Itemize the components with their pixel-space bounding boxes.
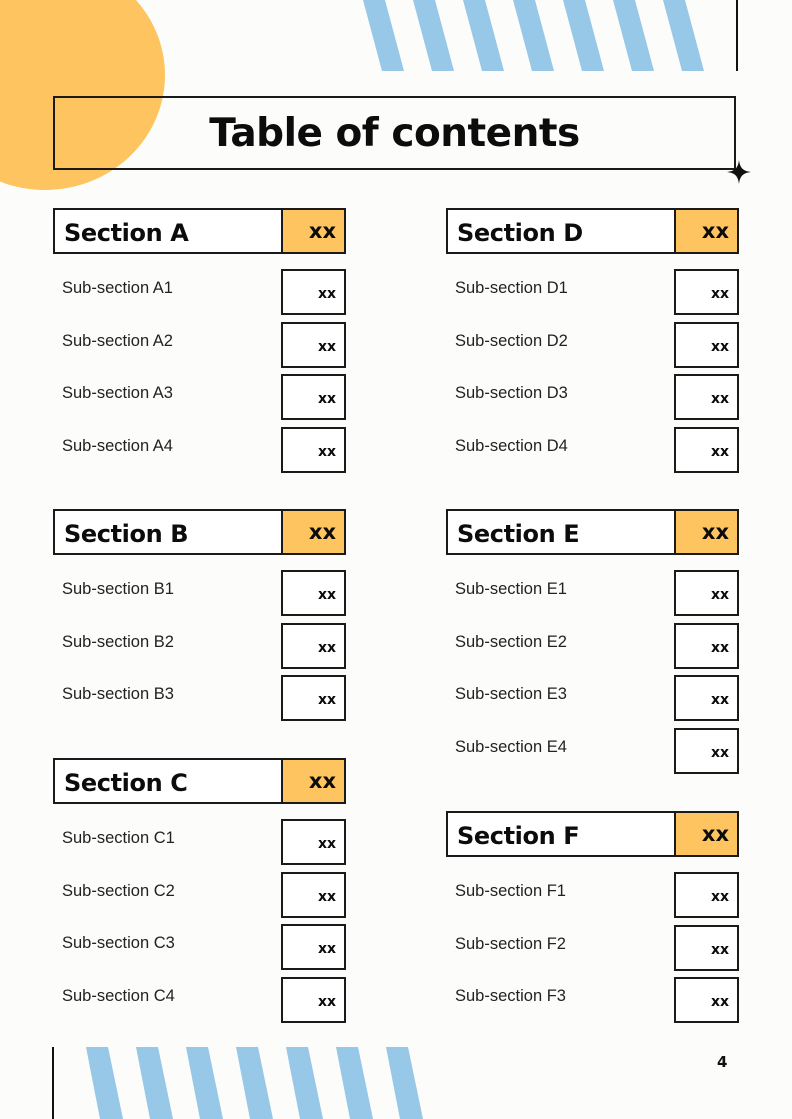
section-page-number: xx [281, 210, 344, 252]
subsection-label: Sub-section F3 [455, 987, 566, 1005]
subsection-row[interactable] [446, 925, 739, 971]
subsection-page-number: xx [674, 872, 739, 918]
page-title: Table of contents [209, 110, 580, 156]
section-page-number: xx [281, 760, 344, 802]
subsection-label: Sub-section D3 [455, 384, 568, 402]
subsection-row[interactable] [446, 977, 739, 1023]
subsection-page-number: xx [674, 427, 739, 473]
subsection-page-number: xx [281, 872, 346, 918]
section-header[interactable] [53, 509, 346, 555]
bottom-left-vertical-rule [52, 1047, 54, 1119]
subsection-label: Sub-section A3 [62, 384, 173, 402]
subsection-label: Sub-section D4 [455, 436, 568, 455]
subsection-label: Sub-section D1 [455, 279, 568, 297]
subsection-label: Sub-section B3 [62, 685, 174, 703]
subsection-page-number: xx [281, 675, 346, 721]
subsection-label: Sub-section E4 [455, 737, 567, 756]
subsection-row[interactable] [53, 374, 346, 420]
section-header[interactable] [446, 811, 739, 857]
section-title: Section E [457, 519, 580, 548]
subsection-row[interactable] [446, 322, 739, 368]
subsection-label: Sub-section F2 [455, 934, 566, 953]
subsection-page-number: xx [674, 977, 739, 1023]
subsection-label: Sub-section E2 [455, 632, 567, 651]
subsection-page-number: xx [281, 570, 346, 616]
section-d [446, 208, 739, 479]
subsection-label: Sub-section C2 [62, 881, 175, 900]
subsection-page-number: xx [281, 427, 346, 473]
section-header[interactable] [446, 509, 739, 555]
subsection-row[interactable] [53, 623, 346, 669]
subsection-label: Sub-section F1 [455, 882, 566, 900]
subsection-row[interactable] [53, 924, 346, 970]
subsection-row[interactable] [53, 269, 346, 315]
top-right-vertical-rule [736, 0, 738, 71]
section-header[interactable] [446, 208, 739, 254]
section-title: Section C [64, 768, 188, 797]
subsection-row[interactable] [446, 427, 739, 473]
section-page-number: xx [674, 813, 737, 855]
section-page-number: xx [674, 511, 737, 553]
subsection-page-number: xx [674, 925, 739, 971]
section-c [53, 758, 346, 1029]
subsection-page-number: xx [674, 374, 739, 420]
subsection-label: Sub-section B2 [62, 632, 174, 651]
section-page-number: xx [281, 511, 344, 553]
subsection-row[interactable] [446, 374, 739, 420]
subsection-row[interactable] [53, 570, 346, 616]
subsection-page-number: xx [674, 623, 739, 669]
subsection-page-number: xx [674, 675, 739, 721]
subsection-label: Sub-section A1 [62, 279, 173, 297]
subsection-row[interactable] [53, 872, 346, 918]
subsection-label: Sub-section D2 [455, 331, 568, 350]
subsection-page-number: xx [674, 728, 739, 774]
bottom-stripes-decoration [80, 1047, 460, 1119]
section-title: Section A [64, 218, 189, 247]
title-box [53, 96, 736, 170]
section-title: Section D [457, 218, 583, 247]
subsection-label: Sub-section A4 [62, 436, 173, 455]
four-point-star-icon [727, 160, 751, 184]
subsection-page-number: xx [281, 819, 346, 865]
subsection-page-number: xx [281, 924, 346, 970]
section-header[interactable] [53, 758, 346, 804]
subsection-page-number: xx [281, 269, 346, 315]
subsection-row[interactable] [446, 872, 739, 918]
subsection-label: Sub-section B1 [62, 580, 174, 598]
section-f [446, 811, 739, 1030]
subsection-row[interactable] [446, 269, 739, 315]
section-a [53, 208, 346, 479]
section-title: Section B [64, 519, 189, 548]
subsection-row[interactable] [53, 427, 346, 473]
subsection-label: Sub-section E1 [455, 580, 567, 598]
subsection-row[interactable] [53, 977, 346, 1023]
subsection-page-number: xx [281, 977, 346, 1023]
subsection-row[interactable] [53, 322, 346, 368]
section-title: Section F [457, 821, 580, 850]
subsection-row[interactable] [446, 675, 739, 721]
subsection-page-number: xx [674, 570, 739, 616]
subsection-row[interactable] [446, 623, 739, 669]
subsection-label: Sub-section E3 [455, 685, 567, 703]
diagonal-stripes-icon [80, 1047, 460, 1119]
subsection-page-number: xx [674, 269, 739, 315]
subsection-label: Sub-section C4 [62, 986, 175, 1005]
subsection-row[interactable] [53, 819, 346, 865]
subsection-row[interactable] [446, 728, 739, 774]
subsection-row[interactable] [446, 570, 739, 616]
subsection-label: Sub-section C1 [62, 829, 175, 847]
diagonal-stripes-icon [340, 0, 720, 71]
subsection-page-number: xx [281, 322, 346, 368]
subsection-page-number: xx [281, 623, 346, 669]
top-stripes-decoration [340, 0, 720, 71]
subsection-page-number: xx [281, 374, 346, 420]
subsection-label: Sub-section A2 [62, 331, 173, 350]
section-page-number: xx [674, 210, 737, 252]
page-number: 4 [717, 1053, 728, 1071]
subsection-row[interactable] [53, 675, 346, 721]
subsection-page-number: xx [674, 322, 739, 368]
section-b [53, 509, 346, 728]
subsection-label: Sub-section C3 [62, 934, 175, 952]
section-header[interactable] [53, 208, 346, 254]
section-e [446, 509, 739, 780]
